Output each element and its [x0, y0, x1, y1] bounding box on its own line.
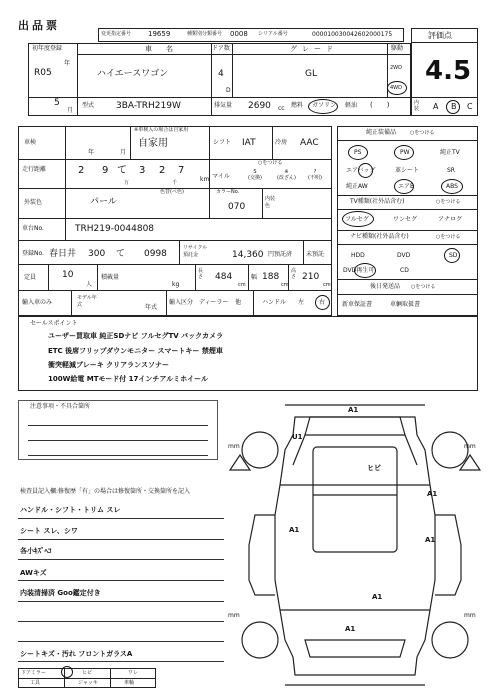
mm-label-rl: mm: [228, 612, 240, 619]
damage-mark-right-1: A1: [427, 490, 438, 498]
interior-grade-label: 内装: [414, 100, 420, 112]
after-manual: 車輌取扱書: [390, 301, 421, 308]
recycle-unit: 円預託済: [268, 251, 293, 258]
import-label: 輸入車のみ: [22, 299, 53, 306]
usage-note: ※車検入の場合は自家用: [134, 127, 189, 133]
drive-4wd: 4WD: [390, 85, 402, 91]
nav-sd-circle: [444, 248, 460, 263]
nav-dvd-playback-circle: [354, 263, 376, 278]
vehicle-damage-diagram: [225, 395, 490, 695]
capacity-value: 10: [62, 270, 74, 280]
exterior-color-label: 外装色: [24, 199, 43, 206]
category-label: 種類別分類番号: [187, 31, 223, 37]
equip-airb-circle: [394, 179, 414, 194]
capacity-label: 定員: [24, 274, 37, 281]
tv-type-note: ○をつける: [436, 199, 461, 205]
fuel-circle: [308, 99, 338, 114]
shift-value: IAT: [242, 138, 256, 148]
legend-tools: 工具: [30, 680, 41, 686]
nav-type-note: ○をつける: [436, 234, 461, 240]
doors-value: 4: [218, 69, 224, 79]
mile-option-replaced: S (交換): [248, 169, 262, 181]
load-unit: kg: [172, 281, 180, 288]
length-label: 長さ: [198, 268, 204, 280]
tv-oneseg: ワンセグ: [393, 216, 418, 223]
note-line-1: ハンドル・シフト・トリム スレ: [20, 506, 121, 514]
mileage-digit-5: 7: [178, 165, 185, 176]
equip-airbag: エアバッグ: [346, 167, 376, 174]
interior-grade-a: A: [433, 102, 439, 111]
inspector-note: 検査員記入欄:修復歴「有」の場合は修復箇所・交換箇所を記入: [20, 488, 191, 495]
ac-label: 冷房: [275, 139, 288, 146]
mile-option-unknown: ? (不明): [308, 169, 322, 181]
sales-points-title: セールスポイント: [30, 320, 78, 327]
recycle-status: 未預託: [306, 251, 325, 258]
note-line-4: AWキズ: [20, 569, 47, 577]
equip-ps: PS: [354, 149, 362, 156]
color-change-note: 色替(ペ色): [160, 189, 184, 195]
shift-label: シフト: [213, 139, 232, 146]
mileage-digit-1: 2: [78, 165, 85, 176]
nav-sd: SD: [449, 252, 458, 259]
damage-mark-right-2: A1: [425, 536, 436, 544]
standard-equipment-title: 純正装備品: [366, 129, 397, 136]
usage-value: 自家用: [138, 138, 168, 149]
fuel-paren: ( ): [370, 101, 390, 109]
model-year-unit: 年式: [145, 304, 158, 311]
recycle-label: リサイクル預託金: [183, 245, 208, 258]
handle-left: 左: [298, 299, 305, 306]
width-value: 188: [262, 272, 280, 282]
height-value: 210: [302, 272, 320, 282]
reg-area: 春日井: [49, 249, 77, 259]
cc-unit: cc: [278, 105, 285, 112]
width-label: 幅: [251, 274, 258, 281]
shaken-year-unit: 年: [88, 149, 95, 156]
tv-analog: アナログ: [438, 216, 463, 223]
document-title: 出品票: [18, 19, 60, 32]
doors-label: ドア数: [212, 45, 230, 52]
mileage-circle-note: ○をつける: [258, 160, 283, 166]
recycle-amount: 14,360: [232, 250, 264, 260]
mileage-separator: て: [117, 165, 127, 176]
fuel-gasoline: ガソリン: [312, 102, 337, 109]
chassis-label: 車台No.: [22, 225, 44, 232]
handle-right: 右: [319, 299, 326, 306]
score-value: 4.5: [425, 56, 472, 86]
after-delivery-title: 後日発送品: [370, 283, 401, 290]
equip-leather: 革シート: [395, 167, 420, 174]
mile-option-tampered: ※ (改ざん): [277, 169, 296, 181]
model-value: 3BA-TRH219W: [116, 101, 181, 111]
equip-sr: SR: [447, 167, 455, 174]
car-name: ハイエースワゴン: [97, 69, 169, 79]
first-reg-month: 5: [54, 98, 60, 108]
nav-dvd: DVD: [397, 252, 411, 259]
model-label: 型式: [82, 102, 95, 109]
caution-box: [18, 400, 218, 460]
category-no: 0008: [230, 30, 248, 38]
equip-ps-circle: [348, 145, 368, 160]
reg-class: 300: [88, 249, 106, 259]
sales-line-3: 衝突軽減ブレーキ クリアランスソナー: [48, 361, 169, 369]
height-unit: cm: [323, 282, 331, 288]
mileage-digit-3: 3: [139, 165, 146, 176]
door-suffix: D: [226, 87, 231, 94]
model-year-label: モデル年式: [77, 295, 97, 308]
reg-number: 0998: [144, 249, 167, 259]
exterior-color: パール: [90, 197, 117, 207]
cc-label: 排気量: [214, 102, 233, 109]
dealer-no-label: 変更指定番号: [101, 31, 132, 37]
handle-right-circle: [315, 295, 330, 310]
import-type: ディーラー: [199, 299, 229, 306]
month-label: 月: [67, 107, 74, 114]
handle-label: ハンドル: [262, 299, 287, 306]
legend-break: ワレ: [128, 670, 139, 676]
import-type-label: 輸入区分: [169, 299, 194, 306]
height-label: 高さ: [291, 268, 297, 280]
fuel-label: 燃料: [291, 102, 304, 109]
nav-dvd-playback: DVD再生可: [343, 267, 375, 274]
shaken-label: 車検: [24, 139, 37, 146]
load-label: 積載量: [101, 274, 120, 281]
sales-line-4: 100W給電 MTモード付 17インチアルミホイール: [48, 375, 208, 383]
first-reg-label: 初年度登録: [32, 45, 63, 52]
damage-mark-left: A1: [289, 526, 300, 534]
tv-type-title: TV種類(社外品含む): [350, 198, 405, 205]
mm-label-rr: mm: [464, 612, 476, 619]
reg-kana: て: [116, 249, 126, 259]
equip-airbag-circle: [358, 163, 373, 178]
drive-2wd: 2WD: [390, 65, 402, 71]
legend-axle: 車軸: [124, 680, 135, 686]
mile-label: マイル: [212, 173, 230, 180]
note-line-2: シート スレ、シワ: [20, 527, 78, 535]
after-warranty: 新車保証書: [342, 301, 373, 308]
year-label: 年: [64, 60, 71, 67]
nav-hdd: HDD: [351, 252, 365, 259]
serial-label: シリアル番号: [258, 31, 288, 37]
legend-jack: ジャッキ: [78, 680, 98, 686]
car-name-label: 車名: [145, 45, 187, 53]
chassis-no: TRH219-0044808: [75, 224, 155, 234]
equip-airb: エアB: [398, 183, 415, 190]
ac-value: AAC: [300, 138, 319, 148]
interior-grade-b: B: [451, 102, 457, 111]
equip-abs: ABS: [446, 183, 458, 190]
legend-crack: ヒビ: [82, 670, 93, 676]
sales-line-1: ユーザー買取車 純正SDナビ フルセグTV バックカメラ: [48, 332, 224, 340]
legend-door-mirror: ドアミラー: [21, 670, 46, 676]
shaken-month-unit: 月: [120, 149, 127, 156]
equip-tv: 純正TV: [440, 149, 460, 156]
note-line-3: 各小ｷｽﾞﾍｺ: [20, 547, 52, 555]
mm-label-fl: mm: [228, 443, 240, 450]
drive-4wd-circle: [387, 81, 407, 95]
mm-label-fr: mm: [464, 443, 476, 450]
equip-pw-circle: [394, 145, 414, 160]
import-type-other: 他: [235, 299, 242, 306]
mileage-ten-unit: 万: [124, 180, 130, 186]
equip-pw: PW: [400, 149, 410, 156]
mileage-digit-2: 9: [102, 165, 109, 176]
width-unit: cm: [281, 282, 289, 288]
reg-label: 登録No.: [22, 250, 44, 257]
after-delivery-note: ○をつける: [411, 284, 436, 290]
interior-color-label: 内装色: [265, 196, 276, 209]
color-no-label: カラーNo.: [216, 189, 240, 195]
damage-mark-u1: U1: [292, 433, 303, 441]
damage-mark-rear-2: A1: [345, 625, 356, 633]
standard-equipment-note: ○をつける: [410, 130, 435, 136]
damage-mark-crack: ヒビ: [367, 464, 381, 472]
length-unit: cm: [238, 282, 246, 288]
grade-value: GL: [305, 69, 317, 79]
color-no: 070: [228, 202, 246, 212]
score-label: 評価点: [428, 31, 452, 40]
tv-fullseg: フルセグ: [345, 216, 369, 223]
caution-title: 注意事項・不具合箇所: [30, 403, 91, 410]
grade-label: グレード: [290, 45, 338, 53]
equip-aw: 純正AW: [346, 183, 368, 190]
interior-grade-b-circle: [446, 100, 460, 114]
serial-no: 000010030042602000175: [312, 31, 393, 38]
dealer-no: 19659: [148, 30, 171, 38]
damage-mark-front: A1: [348, 406, 359, 414]
mileage-label: 走行距離: [22, 166, 47, 173]
note-line-5: 内装清掃済 Goo鑑定付き: [20, 589, 101, 597]
first-reg-year: R05: [34, 68, 52, 78]
damage-mark-rear-1: A1: [372, 593, 383, 601]
mileage-digit-4: 2: [159, 165, 166, 176]
capacity-unit: 人: [86, 281, 93, 288]
mileage-unit: km: [200, 176, 210, 183]
note-line-7: シートキズ・汚れ フロントガラスA: [20, 650, 133, 658]
mileage-thousand-unit: 千: [172, 180, 178, 186]
interior-grade-c: C: [467, 102, 473, 111]
drive-label: 駆動: [391, 45, 404, 52]
equip-abs-circle: [441, 179, 463, 194]
length-value: 484: [215, 272, 233, 282]
tv-fullseg-circle: [342, 211, 374, 227]
sales-line-2: ETC 後席フリップダウンモニター スマートキー 禁煙車: [48, 347, 223, 355]
fuel-diesel: 軽油: [345, 102, 358, 109]
cc-value: 2690: [248, 101, 271, 111]
nav-cd: CD: [400, 267, 409, 274]
legend-mirror-circle: [61, 666, 73, 678]
nav-type-title: ナビ種類(社外品含む): [350, 233, 409, 240]
